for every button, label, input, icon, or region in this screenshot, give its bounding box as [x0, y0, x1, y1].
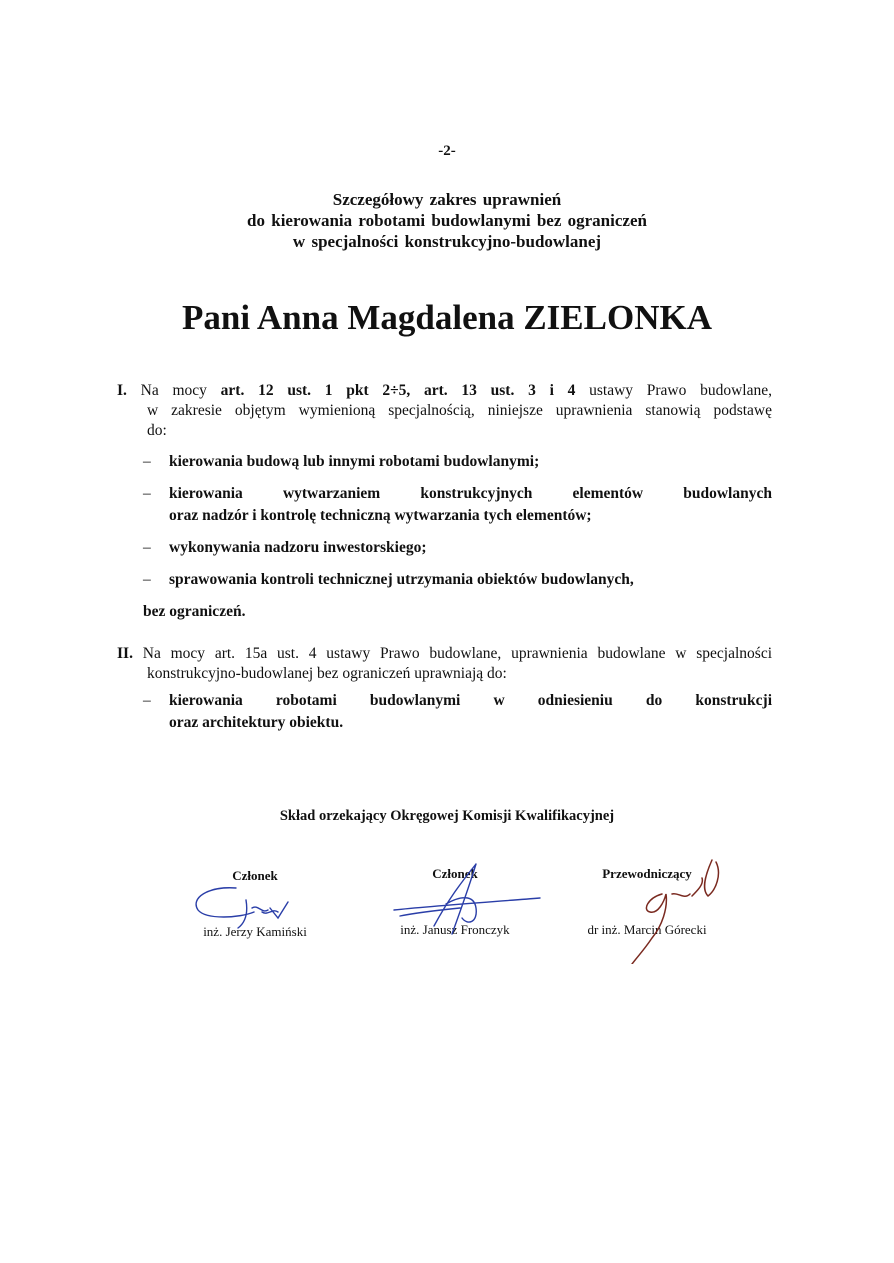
- holder-name: Pani Anna Magdalena ZIELONKA: [182, 298, 712, 337]
- section-1-number: I.: [117, 382, 127, 399]
- page-number: -2-: [438, 143, 456, 159]
- heading-line-2: do kierowania robotami budowlanymi bez ograniczeń: [247, 211, 647, 230]
- legal-reference: art. 12 ust. 1 pkt 2÷5, art. 13 ust. 3 i 4: [220, 382, 576, 399]
- section-1: [117, 381, 772, 621]
- signatory-name: inż. Jerzy Kamiński: [203, 924, 307, 939]
- signatory-2: [380, 866, 530, 938]
- section-1-intro: I. Na mocy art. 12 ust. 1 pkt 2÷5, art. 13 ust. 3 i 4 ustawy Prawo budowlane, w zakresie objętym wymienioną specjalnością, niniejsze uprawnienia stanowią podstawę do:: [117, 382, 772, 439]
- section-2-intro: II. Na mocy art. 15a ust. 4 ustawy Prawo budowlane, uprawnienia budowlane w specjalności konstrukcyjno-budowlanej bez ograniczeń uprawniają do:: [117, 645, 772, 682]
- signatory-name: inż. Janusz Fronczyk: [400, 922, 510, 937]
- document-heading: [0, 189, 894, 252]
- list-item: – kierowania robotami budowlanymi w odniesieniu do konstrukcji oraz architektury obiektu.: [143, 692, 772, 731]
- signatory-1: [180, 868, 330, 940]
- list-item: – kierowania budową lub innymi robotami budowlanymi;: [143, 453, 540, 470]
- signature-icon: [390, 860, 550, 940]
- signatory-role: Członek: [432, 866, 478, 881]
- signature-icon: [592, 854, 752, 964]
- list-item: – wykonywania nadzoru inwestorskiego;: [143, 539, 427, 556]
- signatory-role: Członek: [232, 868, 278, 883]
- section-2-number: II.: [117, 645, 133, 662]
- heading-line-3: w specjalności konstrukcyjno-budowlanej: [292, 232, 602, 251]
- list-item: – kierowania wytwarzaniem konstrukcyjnych elementów budowlanych oraz nadzór i kontrolę techniczną wytwarzania tych elementów;: [143, 485, 772, 524]
- heading-line-1: Szczegółowy zakres uprawnień: [332, 190, 562, 209]
- board-title: Skład orzekający Okręgowej Komisji Kwalifikacyjnej: [279, 808, 615, 824]
- list-item: – sprawowania kontroli technicznej utrzymania obiektów budowlanych,: [143, 571, 634, 588]
- signature-icon: [188, 882, 318, 932]
- section-1-list: [117, 451, 772, 591]
- signatory-name: dr inż. Marcin Górecki: [587, 922, 707, 937]
- section-2: [117, 644, 772, 734]
- signatory-3: [572, 866, 722, 938]
- section-1-closing: bez ograniczeń.: [143, 603, 246, 620]
- section-2-list: [117, 690, 772, 734]
- signatory-role: Przewodniczący: [602, 866, 692, 881]
